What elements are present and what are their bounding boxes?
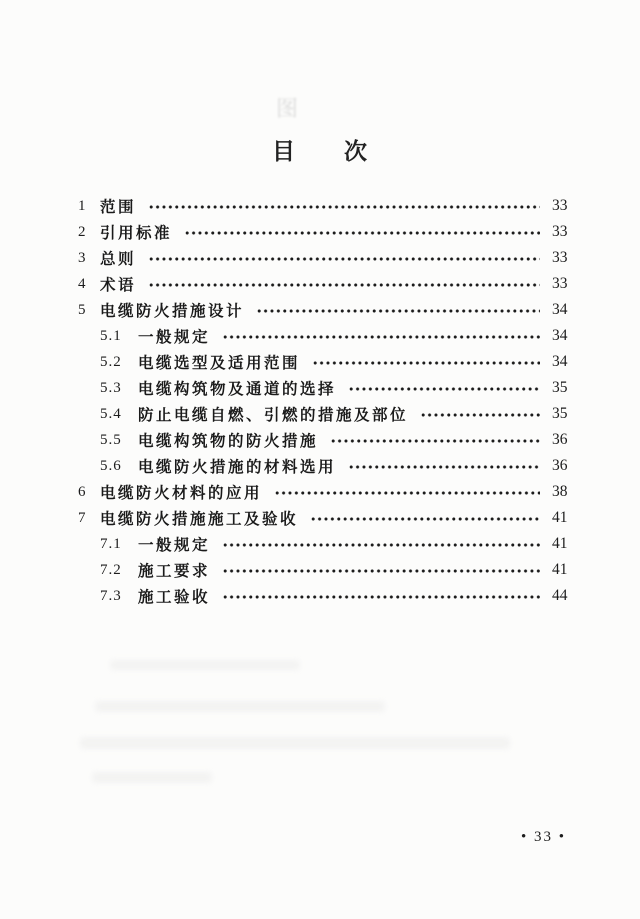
toc-entry-label: 电缆防火材料的应用 bbox=[100, 485, 263, 502]
toc-entry-page: 36 bbox=[552, 457, 568, 474]
dot-leader bbox=[148, 256, 540, 262]
scan-smudge bbox=[110, 660, 300, 670]
toc-entry-page: 33 bbox=[552, 197, 568, 214]
toc-entry-label: 范围 bbox=[100, 199, 137, 216]
toc-entry-page: 34 bbox=[552, 353, 568, 370]
toc-entry-number: 5.4 bbox=[100, 405, 122, 422]
toc-entry-page: 34 bbox=[552, 327, 568, 344]
dot-leader bbox=[420, 412, 540, 418]
dot-leader bbox=[222, 334, 540, 340]
toc-entry bbox=[0, 219, 640, 245]
toc-entry-label: 电缆构筑物的防火措施 bbox=[138, 433, 319, 450]
dot-leader bbox=[330, 438, 540, 444]
dot-leader bbox=[184, 230, 540, 236]
toc-entry-number: 7.2 bbox=[100, 561, 122, 578]
toc-entry-number: 4 bbox=[78, 275, 87, 292]
dot-leader bbox=[256, 308, 540, 314]
toc-entry-label: 一般规定 bbox=[138, 329, 211, 346]
footer-page-number: • 33 • bbox=[520, 829, 566, 845]
toc-entry-page: 36 bbox=[552, 431, 568, 448]
toc-entry-page: 33 bbox=[552, 223, 568, 240]
toc-entry bbox=[0, 479, 640, 505]
toc-entry bbox=[0, 297, 640, 323]
toc-entry-page: 33 bbox=[552, 275, 568, 292]
dot-leader bbox=[348, 464, 540, 470]
toc-entry-page: 33 bbox=[552, 249, 568, 266]
toc-entry-number: 2 bbox=[78, 223, 87, 240]
toc-entry bbox=[0, 245, 640, 271]
scan-smudge bbox=[80, 737, 510, 749]
scan-smudge bbox=[92, 772, 212, 783]
toc-entry bbox=[0, 557, 640, 583]
toc-entry-number: 3 bbox=[78, 249, 87, 266]
toc-entry-label: 防止电缆自燃、引燃的措施及部位 bbox=[138, 407, 409, 424]
toc-entry-page: 44 bbox=[552, 587, 568, 604]
toc-entry-label: 引用标准 bbox=[100, 225, 173, 242]
dot-leader bbox=[312, 360, 540, 366]
toc-entry-page: 35 bbox=[552, 379, 568, 396]
toc-entry-number: 5.3 bbox=[100, 379, 122, 396]
scan-smudge bbox=[95, 701, 385, 712]
dot-leader bbox=[148, 204, 540, 210]
toc-entry bbox=[0, 531, 640, 557]
toc-entry bbox=[0, 583, 640, 609]
bleed-through-artifact: 图 bbox=[276, 96, 299, 121]
toc-entry-page: 34 bbox=[552, 301, 568, 318]
toc-entry-label: 电缆防火措施设计 bbox=[100, 303, 245, 320]
toc-entry-page: 35 bbox=[552, 405, 568, 422]
toc-entry-label: 电缆防火措施的材料选用 bbox=[138, 459, 337, 476]
dot-leader bbox=[148, 282, 540, 288]
toc-entry bbox=[0, 193, 640, 219]
dot-leader bbox=[274, 490, 540, 496]
toc-entry bbox=[0, 453, 640, 479]
toc-entry-label: 施工验收 bbox=[138, 589, 211, 606]
toc-entry bbox=[0, 375, 640, 401]
dot-leader bbox=[222, 542, 540, 548]
toc-entry-label: 施工要求 bbox=[138, 563, 211, 580]
toc-entry-page: 41 bbox=[552, 509, 568, 526]
toc-entry-number: 7.1 bbox=[100, 535, 122, 552]
toc-entry-number: 5.1 bbox=[100, 327, 122, 344]
toc-entry bbox=[0, 349, 640, 375]
toc-entry-page: 38 bbox=[552, 483, 568, 500]
toc-entry-number: 5 bbox=[78, 301, 87, 318]
dot-leader bbox=[222, 594, 540, 600]
toc-entry-number: 1 bbox=[78, 197, 87, 214]
toc-entry-number: 5.2 bbox=[100, 353, 122, 370]
toc-entry bbox=[0, 323, 640, 349]
toc-entry bbox=[0, 505, 640, 531]
toc-entry-label: 术语 bbox=[100, 277, 137, 294]
toc-entry-label: 总则 bbox=[100, 251, 137, 268]
toc-entry-label: 电缆防火措施施工及验收 bbox=[100, 511, 299, 528]
toc-entry-page: 41 bbox=[552, 535, 568, 552]
toc-entry-number: 6 bbox=[78, 483, 87, 500]
toc-entry-label: 一般规定 bbox=[138, 537, 211, 554]
toc-entry-number: 5.5 bbox=[100, 431, 122, 448]
toc-entry-page: 41 bbox=[552, 561, 568, 578]
dot-leader bbox=[310, 516, 540, 522]
toc-entry-number: 7 bbox=[78, 509, 87, 526]
toc-entry-label: 电缆选型及适用范围 bbox=[138, 355, 301, 372]
toc-entry bbox=[0, 401, 640, 427]
page-title: 目 次 bbox=[272, 139, 368, 164]
dot-leader bbox=[348, 386, 540, 392]
toc-entry-label: 电缆构筑物及通道的选择 bbox=[138, 381, 337, 398]
dot-leader bbox=[222, 568, 540, 574]
toc-entry bbox=[0, 271, 640, 297]
table-of-contents bbox=[0, 193, 640, 609]
toc-entry-number: 7.3 bbox=[100, 587, 122, 604]
toc-entry bbox=[0, 427, 640, 453]
toc-entry-number: 5.6 bbox=[100, 457, 122, 474]
